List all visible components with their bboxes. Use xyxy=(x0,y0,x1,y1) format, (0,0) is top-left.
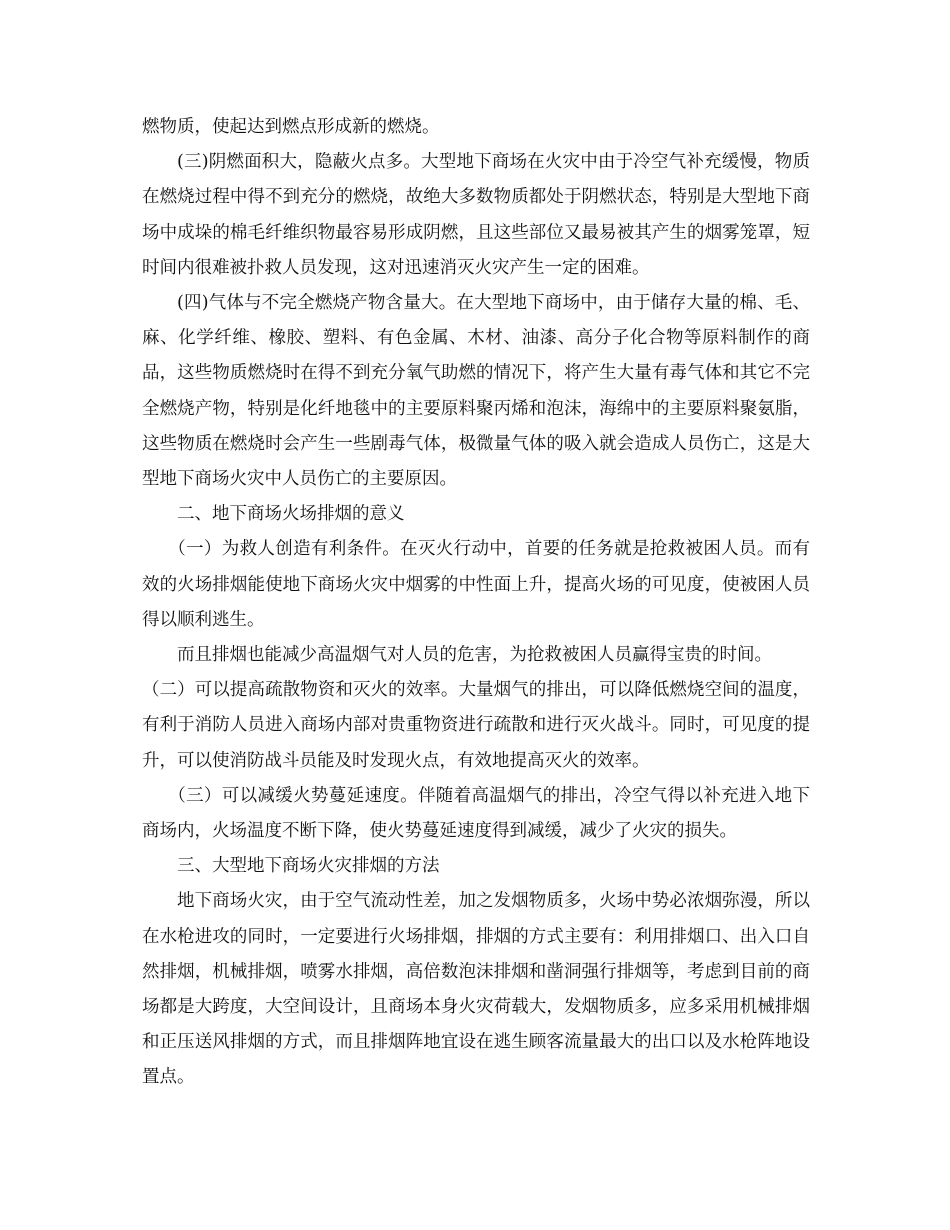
paragraph-smoldering: (三)阴燃面积大，隐蔽火点多。大型地下商场在火灾中由于冷空气补充缓慢，物质在燃烧过程中得不到充分的燃烧，故绝大多数物质都处于阴燃状态，特别是大型地下商场中成垛的棉毛纤维织物最容易形成阴燃，且这些部位又最易被其产生的烟雾笼罩，短时间内很难被扑救人员发现，这对迅速消灭火灾产生一定的困难。 xyxy=(142,152,810,278)
paragraph-reduce-harm: 而且排烟也能减少高温烟气对人员的危害，为抢救被困人员赢得宝贵的时间。 xyxy=(177,645,772,666)
paragraph-methods: 地下商场火灾，由于空气流动性差，加之发烟物质多，火场中势必浓烟弥漫，所以在水枪进攻的同时，一定要进行火场排烟，排烟的方式主要有：利用排烟口、出入口自然排烟，机械排烟，喷雾水排烟，高倍数泡沫排烟和凿洞强行排烟等，考虑到目前的商场都是大跨度，大空间设计，且商场本身火灾荷载大，发烟物质多，应多采用机械排烟和正压送风排烟的方式，而且排烟阵地宜设在逃生顾客流量最大的出口以及水枪阵地设置点。 xyxy=(142,891,810,1088)
section-heading-2: 二、地下商场火场排烟的意义 xyxy=(177,504,405,525)
paragraph-slow-spread: （三）可以减缓火势蔓延速度。伴随着高温烟气的排出，冷空气得以补充进入地下商场内，火场温度不断下降，使火势蔓延速度得到减缓，减少了火灾的损失。 xyxy=(142,785,810,842)
paragraph-toxic-gas: (四)气体与不完全燃烧产物含量大。在大型地下商场中，由于储存大量的棉、毛、麻、化学纤维、橡胶、塑料、有色金属、木材、油漆、高分子化合物等原料制作的商品，这些物质燃烧时在得不到充分氧气助燃的情况下，将产生大量有毒气体和其它不完全燃烧产物，特别是化纤地毯中的主要原料聚丙烯和泡沫，海绵中的主要原料聚氨脂，这些物质在燃烧时会产生一些剧毒气体，极微量气体的吸入就会造成人员伤亡，这是大型地下商场火灾中人员伤亡的主要原因。 xyxy=(142,293,810,490)
section-heading-3: 三、大型地下商场火灾排烟的方法 xyxy=(177,856,440,877)
paragraph-continuation: 燃物质，使起达到燃点形成新的燃烧。 xyxy=(142,117,440,137)
document-page xyxy=(142,110,810,1096)
paragraph-efficiency: （二）可以提高疏散物资和灭火的效率。大量烟气的排出，可以降低燃烧空间的温度，有利于消防人员进入商场内部对贵重物资进行疏散和进行灭火战斗。同时，可见度的提升，可以使消防战斗员能及时发现火点，有效地提高灭火的效率。 xyxy=(142,680,810,771)
paragraph-rescue: （一）为救人创造有利条件。在灭火行动中，首要的任务就是抢救被困人员。而有效的火场排烟能使地下商场火灾中烟雾的中性面上升，提高火场的可见度，使被困人员得以顺利逃生。 xyxy=(142,539,810,630)
